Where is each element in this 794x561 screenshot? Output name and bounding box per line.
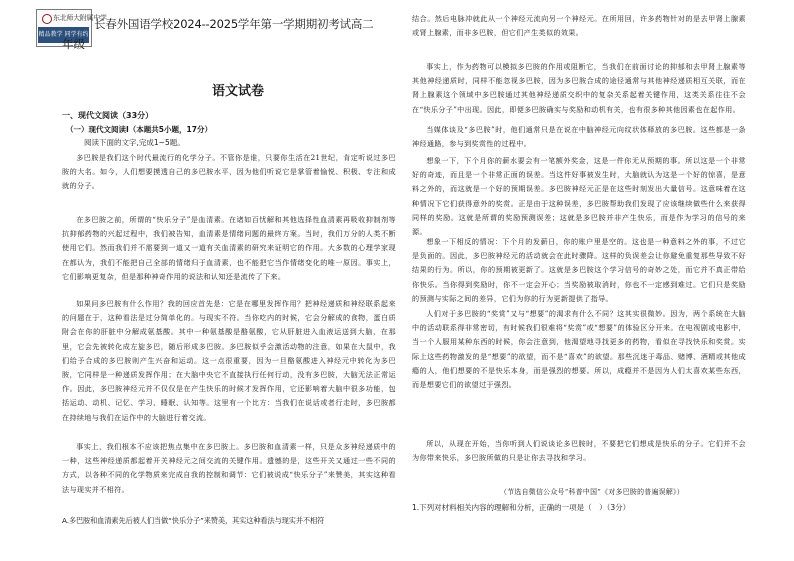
left-paragraph-4: 事实上，我们根本不应该把焦点集中在多巴胺上。多巴胺和血清素一样，只是众多神经递质中的一种，这些神经递质都起着开关神经元之间交流的关键作用。遗憾的是，这些开关又通过一些不同的方式，以各种不同的化学物质来完成自我的控制和调节：它们被说成“快乐分子”来赞美，其实这种看法与现实并不相符。 [62, 442, 396, 494]
reading-instruction: 阅读下面的文字,完成1~5题。 [84, 138, 185, 147]
paper-title: 语文试卷 [212, 84, 265, 99]
right-paragraph-7: 所以，从现在开始，当你听到人们说谈论多巴胺时，不要把它们想成是快乐的分子。它们并不会为你带来快乐，多巴胺所做的只是让你去寻找和学习。 [412, 439, 746, 463]
logo-text: 东北师大附属中学 [53, 14, 107, 22]
right-paragraph-6: 人们对于多巴胺的“奖赏”又与“想要”的渴求有什么不同？这其实很微妙。因为，两个系统在大脑中的活动联系得非常密切，有时候我们很难将“奖赏”或“想要”的体验区分开来。在电视剧或电影中，当一个人服用某种东西的时候，你会注意到，他渴望地寻找更多的药物，看似在寻找快乐和奖赏。实际上这些药物激发的是“想要”的欲望，而不是“喜欢”的欲望。那些沉迷于毒品、赌博、酒精或其他成瘾的人，他们想要的不是快乐本身，而是强烈的想要。所以，成瘾并不是因为人们太喜欢某些东西，而是想要它们的欲望过于强烈。 [412, 309, 746, 390]
right-paragraph-1: 结合。然后电脉冲就此从一个神经元流向另一个神经元。在所用回，许多药物针对的是去甲肾上腺素或肾上腺素，而非多巴胺，但它们产生类似的效果。 [412, 14, 746, 38]
right-paragraph-4: 想象一下，下个月你的薪水要会有一笔额外奖金，这是一件你无从预期的事。所以这是一个非常好的奇迹，而且是一个非常正面的误差。当这件好事被发生时，大脑就认为这是一个好的惊喜，是意料之外的，而这就是一个好的预期误差。多巴胺神经元正是在这些时刻发出大量信号。这意味着在这种情况下它们获得意外的奖赏。正是由于这种误差，多巴胺帮助我们发现了应该继续做些什么来获得同样的奖励。这就是所谓的奖励预测误差；这就是多巴胺并非产生快乐，而是作为学习的信号的来源。 [412, 156, 746, 237]
exam-title-continued: 年级 [62, 37, 85, 51]
right-paragraph-2: 事实上，作为药物可以模拟多巴胺的作用或阻断它，当我们在前面讨论的抑郁和去甲肾上腺素等其他神经递质时，同样不能忽视多巴胺，因为多巴胺合成的途径通常与其他神经递质相互关联，而在肾上腺素这个领域中多巴胺通过其他神经递质交织中的复杂关系起着关键作用，这类关系往往不会在“快乐分子”中出现。因此，即便多巴胺确实与奖励和动机有关，也有很多种其他因素也在起作用。 [412, 62, 746, 114]
option-a: A.多巴胺和血清素先后被人们当做“快乐分子”来赞美，其实这种看法与现实并不相符 [62, 516, 325, 525]
right-paragraph-5: 想象一下相反的情况：下个月的发薪日，你的账户里是空的。这也是一种意料之外的事，不过它是负面的。因此，多巴胺神经元的活动就会在此时骤降。这样的负误差会让你避免重复那些导致不好结果的行为。所以，你的预期被更新了。这就是多巴胺这个学习信号的奇妙之处，而它并不真正带给你快乐。当你得到奖励时，你不一定会开心；当奖励被取消时，你也不一定感到难过。它们只是奖励的预测与实际之间的差异，它们为你的行为更新提供了指导。 [412, 237, 746, 303]
section-heading: 一、现代文阅读（33分） [62, 111, 154, 120]
logo-seal-icon [42, 14, 52, 24]
source-note: （节选自微信公众号“科普中国”《对多巴胺的普遍误解》） [500, 488, 684, 496]
left-paragraph-1: 多巴胺是我们这个时代最流行的化学分子。不管你是谁，只要你生活在21世纪，肯定听说过多巴胺的大名。如今，人们想要摸透自己的多巴胺水平，因为他们听说它是掌管着愉悦、积极、专注和成就的分子。 [62, 153, 396, 191]
question-1: 1.下列对材料相关内容的理解和分析，正确的一项是（ ）（3分） [412, 503, 631, 512]
logo-band: 精品教学 同学有约 [38, 27, 89, 43]
left-paragraph-2: 在多巴胺之前，所谓的“快乐分子”是血清素。在诸如百忧解和其他选择性血清素再吸收抑制剂等抗抑郁药物的兴起过程中，我们被告知，血清素是情绪问题的最终方案。当时，我们万分的人类不断使用它们。然而我们并不需要到一道又一道有关血清素的研究来证明它的作用。大多数的心理学家现在都认为，我们不能把自己全部的情绪归于血清素，也不能把它当作情绪变化的唯一原因。事实上，它们影响更复杂，但是那种神奇作用的说法和认知还是流传了下来。 [62, 215, 396, 281]
sub-section-heading: （一）现代文阅读I（本题共5小题，17分） [66, 125, 212, 134]
right-paragraph-3: 当媒体谈及“多巴胺”时，他们通常只是在说在中脑神经元向纹状体释放的多巴胺。这些都是一条神经通路，参与到奖赏性的过程中。 [412, 125, 746, 149]
left-paragraph-3: 如果问多巴胺有什么作用？我的回应首先是：它是在哪里发挥作用？把神经递质和神经联系起来的问题在于，这种看法是过分简单化的。与现实不符。当你吃内的时候，它会分解成的食物，蛋白质附会在你的肝脏中分解成氨基酸。其中一种氨基酸是酪氨酸，它从肝脏进入血液运送到大脑，在那里，它会先被转化成左旋多巴，随后形成多巴胺。多巴胺似乎会激活动物的注意，如果在大鼠中，我们给予合成的多巴胺则产生兴奋和运动。这一点很重要，因为一旦酪氨酸进入神经元中转化为多巴胺，它同样是一种递质发挥作用；在大脑中央它不直接执行任何行动，没有多巴胺，大脑无法正常运作。因此，多巴胺神经元并不仅仅是在产生快乐的时候才发挥作用，它还影响着大脑中很多功能，包括运动、动机、记忆、学习、睡眠、认知等。这里有一个比方：当我们在说话或者行走时，多巴胺都在持续地与我们在运作中的大脑进行着交流。 [62, 299, 396, 422]
logo-top [39, 11, 107, 25]
exam-title: 长春外国语学校2024--2025学年第一学期期初考试高二 [94, 17, 374, 31]
